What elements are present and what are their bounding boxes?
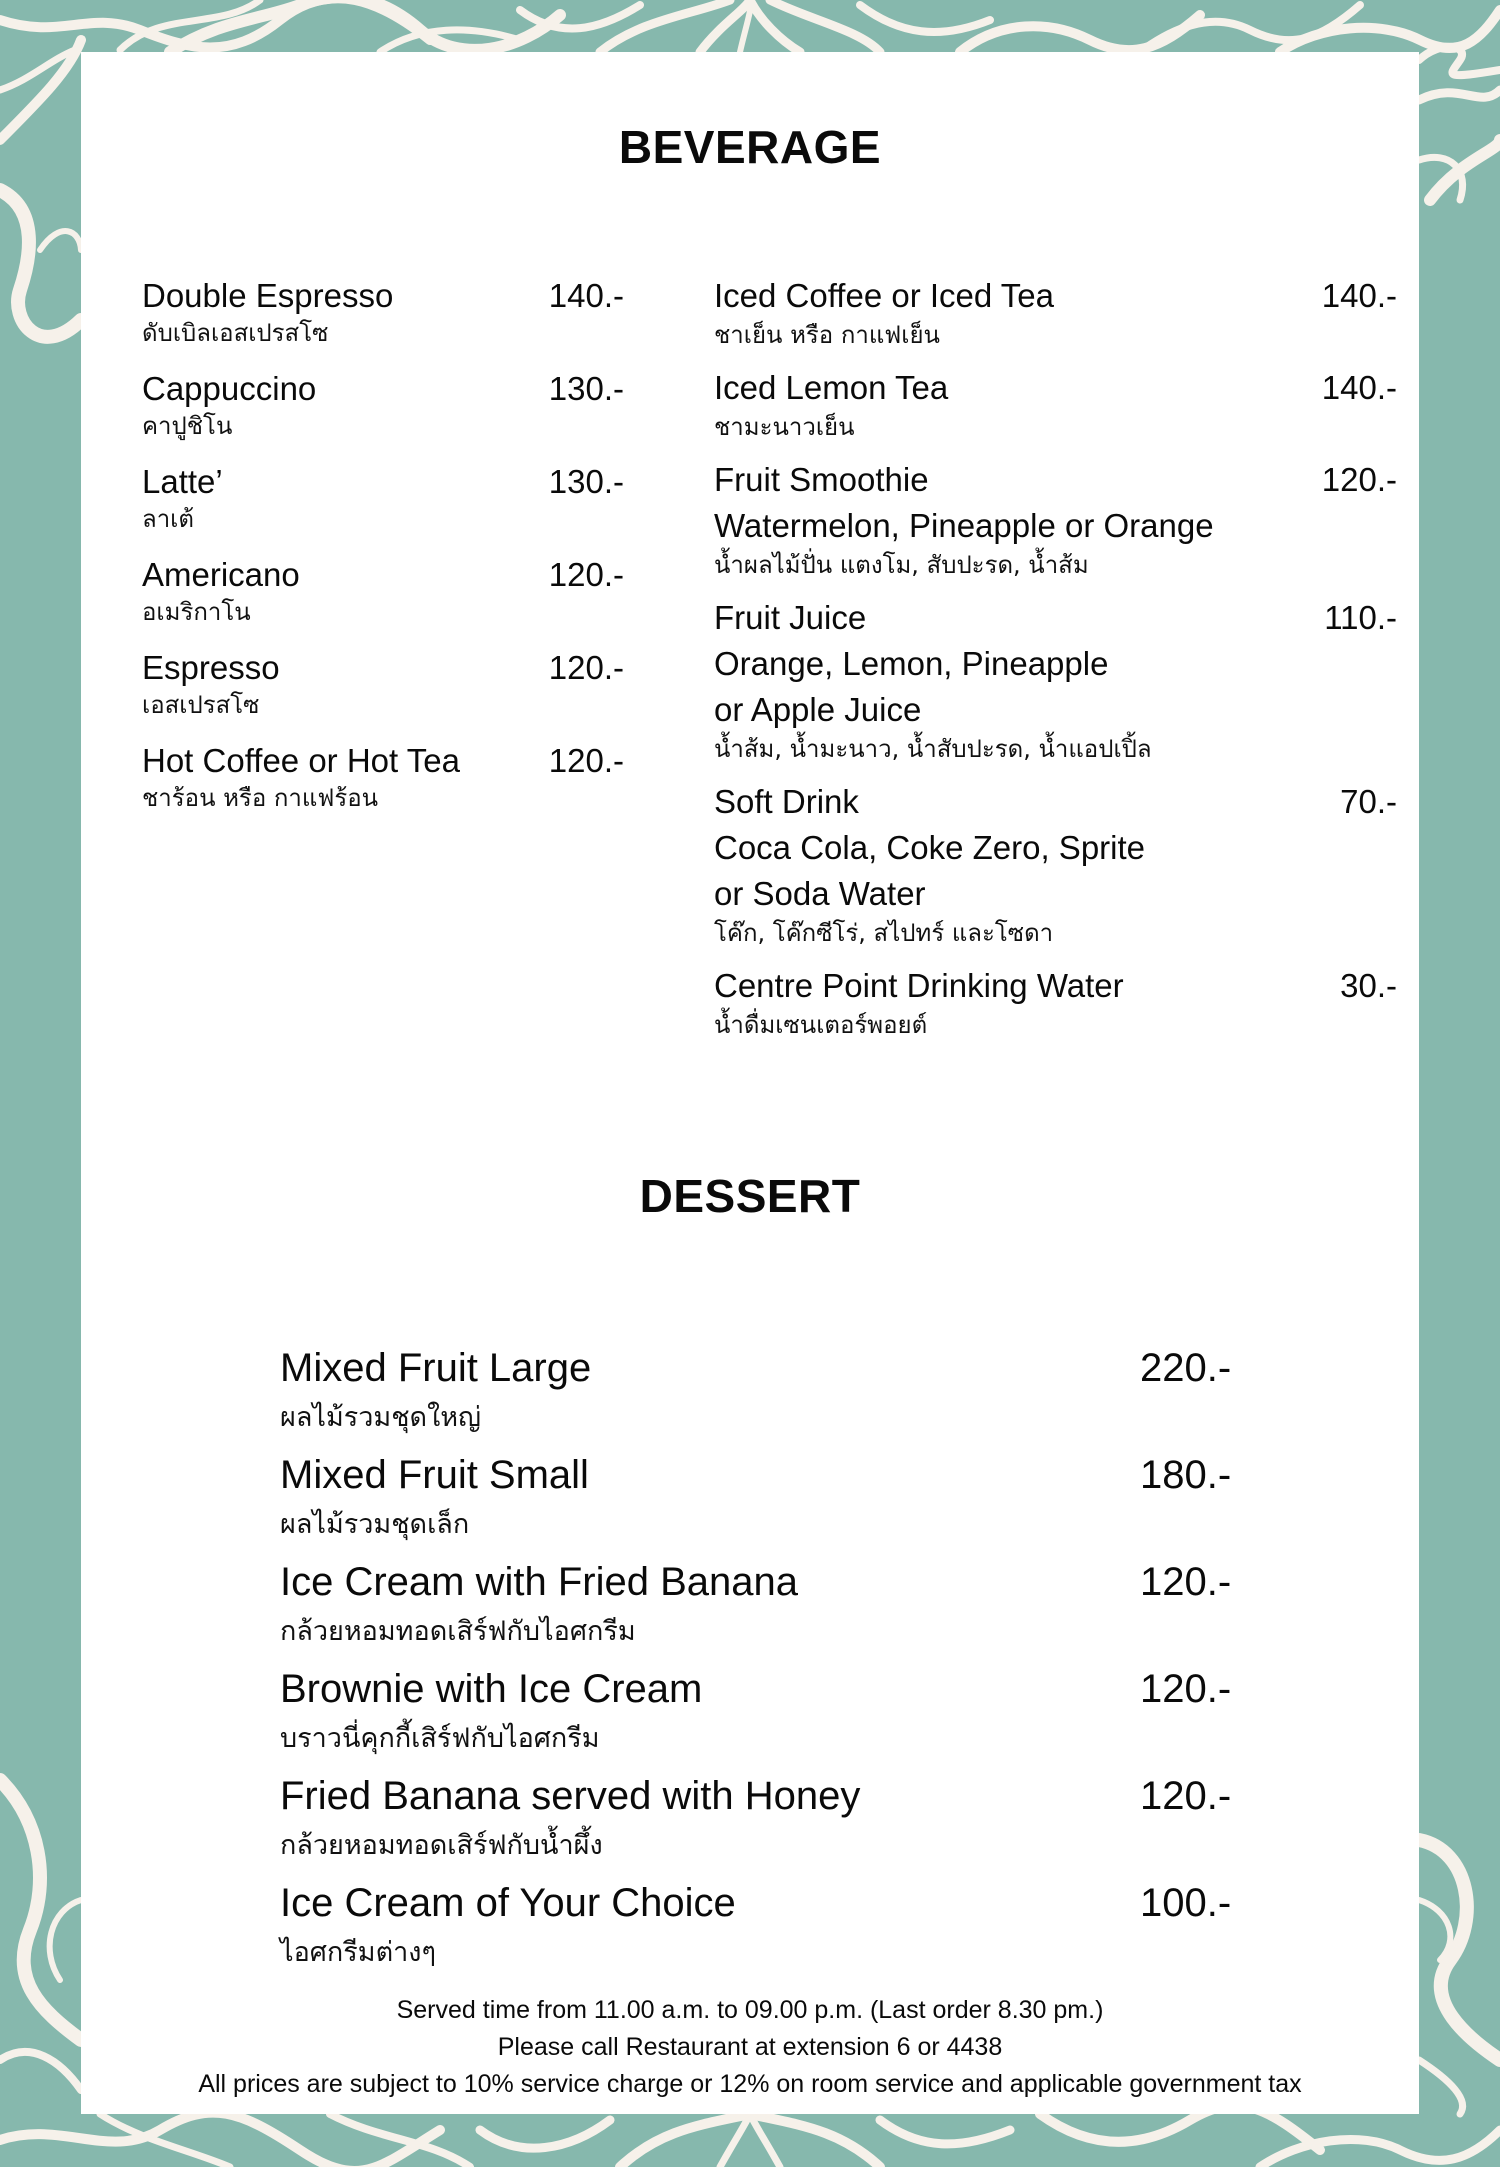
menu-item-fruit-juice <box>714 595 1397 765</box>
item-thai-name: ชามะนาวเย็น <box>714 413 855 441</box>
menu-item-espresso <box>142 645 624 726</box>
item-thai-name: น้ำส้ม, น้ำมะนาว, น้ำสับปะรด, น้ำแอปเปิ้ล <box>714 735 1152 763</box>
menu-item-ice-cream-choice <box>280 1877 1260 1972</box>
item-thai-name: โค๊ก, โค๊กซีโร่, สไปทร์ และโซดา <box>714 919 1054 947</box>
service-charge-note: All prices are subject to 10% service charge or 12% on room service and applicable government tax <box>198 2070 1302 2098</box>
item-name: Fried Banana served with Honey <box>280 1774 861 1818</box>
item-thai-name: น้ำดื่มเซนเตอร์พอยต์ <box>714 1011 928 1039</box>
item-name: Ice Cream of Your Choice <box>280 1881 736 1925</box>
item-options: Coca Cola, Coke Zero, Sprite <box>714 829 1146 866</box>
menu-item-iced-coffee-or-tea <box>714 273 1397 351</box>
item-price: 120.- <box>548 649 624 686</box>
item-price: 140.- <box>1321 369 1397 406</box>
menu-item-drinking-water <box>714 963 1397 1041</box>
item-thai-name: ชาเย็น หรือ กาแฟเย็น <box>714 321 940 349</box>
menu-item-soft-drink <box>714 779 1397 949</box>
item-thai-name: คาปูชิโน <box>142 412 233 440</box>
menu-page <box>81 52 1419 2114</box>
menu-item-mixed-fruit-small <box>280 1449 1260 1544</box>
menu-item-cappuccino <box>142 366 624 447</box>
item-options: or Soda Water <box>714 875 926 912</box>
item-name: Mixed Fruit Large <box>280 1346 592 1390</box>
menu-item-fruit-smoothie <box>714 457 1397 581</box>
item-options: or Apple Juice <box>714 691 922 728</box>
item-price: 110.- <box>1324 599 1397 636</box>
item-name: Iced Lemon Tea <box>714 369 949 406</box>
item-thai-name: เอสเปรสโซ <box>142 691 260 719</box>
item-price: 130.- <box>548 370 624 407</box>
item-price: 120.- <box>1140 1667 1232 1711</box>
item-price: 30.- <box>1340 967 1397 1004</box>
item-price: 130.- <box>548 463 624 500</box>
item-name: Brownie with Ice Cream <box>280 1667 703 1711</box>
item-name: Hot Coffee or Hot Tea <box>142 742 460 779</box>
menu-item-mixed-fruit-large <box>280 1342 1260 1437</box>
item-thai-name: กล้วยหอมทอดเสิร์ฟกับน้ำผึ้ง <box>280 1830 603 1861</box>
beverage-heading: BEVERAGE <box>618 121 882 173</box>
item-price: 70.- <box>1340 783 1397 820</box>
item-thai-name: น้ำผลไม้ปั่น แตงโม, สับปะรด, น้ำส้ม <box>714 551 1089 579</box>
item-price: 120.- <box>1140 1560 1232 1604</box>
menu-item-iced-lemon-tea <box>714 365 1397 443</box>
item-name: Ice Cream with Fried Banana <box>280 1560 799 1604</box>
menu-footer <box>81 1992 1419 2103</box>
contact-info: Please call Restaurant at extension 6 or 4438 <box>497 2033 1003 2061</box>
beverage-left-column <box>142 273 624 831</box>
item-price: 140.- <box>1321 277 1397 314</box>
item-price: 120.- <box>1321 461 1397 498</box>
dessert-heading: DESSERT <box>639 1170 861 1222</box>
item-price: 140.- <box>548 277 624 314</box>
item-thai-name: ผลไม้รวมชุดเล็ก <box>280 1509 470 1540</box>
beverage-right-column <box>714 273 1397 1055</box>
item-name: Mixed Fruit Small <box>280 1453 589 1497</box>
menu-item-fried-banana-honey <box>280 1770 1260 1865</box>
service-hours: Served time from 11.00 a.m. to 09.00 p.m. (Last order 8.30 pm.) <box>396 1996 1104 2024</box>
menu-item-ice-cream-fried-banana <box>280 1556 1260 1651</box>
menu-item-brownie-ice-cream <box>280 1663 1260 1758</box>
item-price: 220.- <box>1140 1346 1232 1390</box>
item-name: Latte’ <box>142 463 223 500</box>
menu-item-double-espresso <box>142 273 624 354</box>
menu-item-americano <box>142 552 624 633</box>
item-thai-name: ผลไม้รวมชุดใหญ่ <box>280 1402 482 1433</box>
item-name: Americano <box>142 556 300 593</box>
item-name: Soft Drink <box>714 783 859 820</box>
dessert-list <box>280 1342 1260 1984</box>
item-thai-name: ดับเบิลเอสเปรสโซ <box>142 319 329 347</box>
item-price: 120.- <box>548 556 624 593</box>
menu-item-hot-coffee-or-tea <box>142 738 624 819</box>
item-name: Cappuccino <box>142 370 317 407</box>
item-name: Iced Coffee or Iced Tea <box>714 277 1055 314</box>
item-thai-name: ชาร้อน หรือ กาแฟร้อน <box>142 784 379 812</box>
item-options: Orange, Lemon, Pineapple <box>714 645 1109 682</box>
item-price: 180.- <box>1140 1453 1232 1497</box>
item-price: 120.- <box>1140 1774 1232 1818</box>
item-price: 120.- <box>548 742 624 779</box>
item-thai-name: ลาเต้ <box>142 505 194 533</box>
item-thai-name: บราวนี่คุกกี้เสิร์ฟกับไอศกรีม <box>280 1723 600 1754</box>
menu-item-latte <box>142 459 624 540</box>
item-price: 100.- <box>1140 1881 1232 1925</box>
item-thai-name: กล้วยหอมทอดเสิร์ฟกับไอศกรีม <box>280 1616 636 1647</box>
item-thai-name: อเมริกาโน <box>142 598 251 626</box>
item-name: Double Espresso <box>142 277 394 314</box>
item-name: Centre Point Drinking Water <box>714 967 1124 1004</box>
item-name: Espresso <box>142 649 280 686</box>
item-name: Fruit Smoothie <box>714 461 929 498</box>
item-thai-name: ไอศกรีมต่างๆ <box>280 1937 436 1968</box>
item-name: Fruit Juice <box>714 599 867 636</box>
item-options: Watermelon, Pineapple or Orange <box>714 507 1214 544</box>
